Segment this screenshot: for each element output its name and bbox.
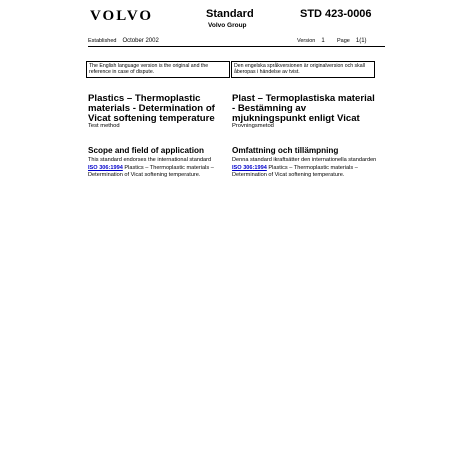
english-body: [88, 157, 236, 179]
page-value: 1(1): [355, 38, 367, 44]
swedish-section-heading: Omfattning och tillämpning: [232, 146, 339, 156]
english-iso-link[interactable]: ISO 306:1994: [88, 164, 123, 171]
swedish-body: [232, 157, 380, 179]
established-info: [88, 38, 159, 44]
swedish-column: [232, 94, 380, 180]
swedish-body-intro: Denna standard ikraftsätter den internationella standarden: [232, 157, 377, 164]
english-body-intro: This standard endorses the international standard: [88, 157, 212, 164]
established-value: October 2002: [122, 38, 159, 44]
header-divider: [88, 46, 385, 47]
standard-subtitle: Volvo Group: [208, 22, 247, 29]
standard-title: Standard: [206, 8, 254, 20]
english-section-heading: Scope and field of application: [88, 146, 205, 156]
english-column: [88, 94, 236, 180]
volvo-logo: VOLVO: [90, 8, 154, 24]
page-label: Page: [337, 38, 350, 44]
version-value: 1: [321, 38, 325, 44]
notice-english: The English language version is the original and the reference in case of dispute.: [86, 61, 230, 78]
swedish-subtitle: Provningsmetod: [232, 123, 274, 130]
swedish-iso-link[interactable]: ISO 306:1994: [232, 164, 267, 171]
standard-number: STD 423-0006: [300, 8, 372, 20]
established-label: Established: [88, 38, 117, 44]
english-subtitle: Test method: [88, 123, 120, 130]
english-title: Plastics – Thermoplastic materials - Determination of Vicat softening temperature: [88, 93, 215, 124]
swedish-body-rest: Plastics – Thermoplastic materials – Determination of Vicat softening temperature.: [232, 164, 358, 179]
version-label: Version: [297, 38, 316, 44]
swedish-title: Plast – Termoplastiska material - Bestämning av mjukningspunkt enligt Vicat: [232, 93, 375, 124]
page-info: [337, 38, 367, 44]
version-info: [297, 38, 325, 44]
english-body-rest: Plastics – Thermoplastic materials – Determination of Vicat softening temperature.: [88, 164, 214, 179]
notice-swedish: Den engelska språkversionen är originalversion och skall åberopas i händelse av tvist.: [231, 61, 375, 78]
